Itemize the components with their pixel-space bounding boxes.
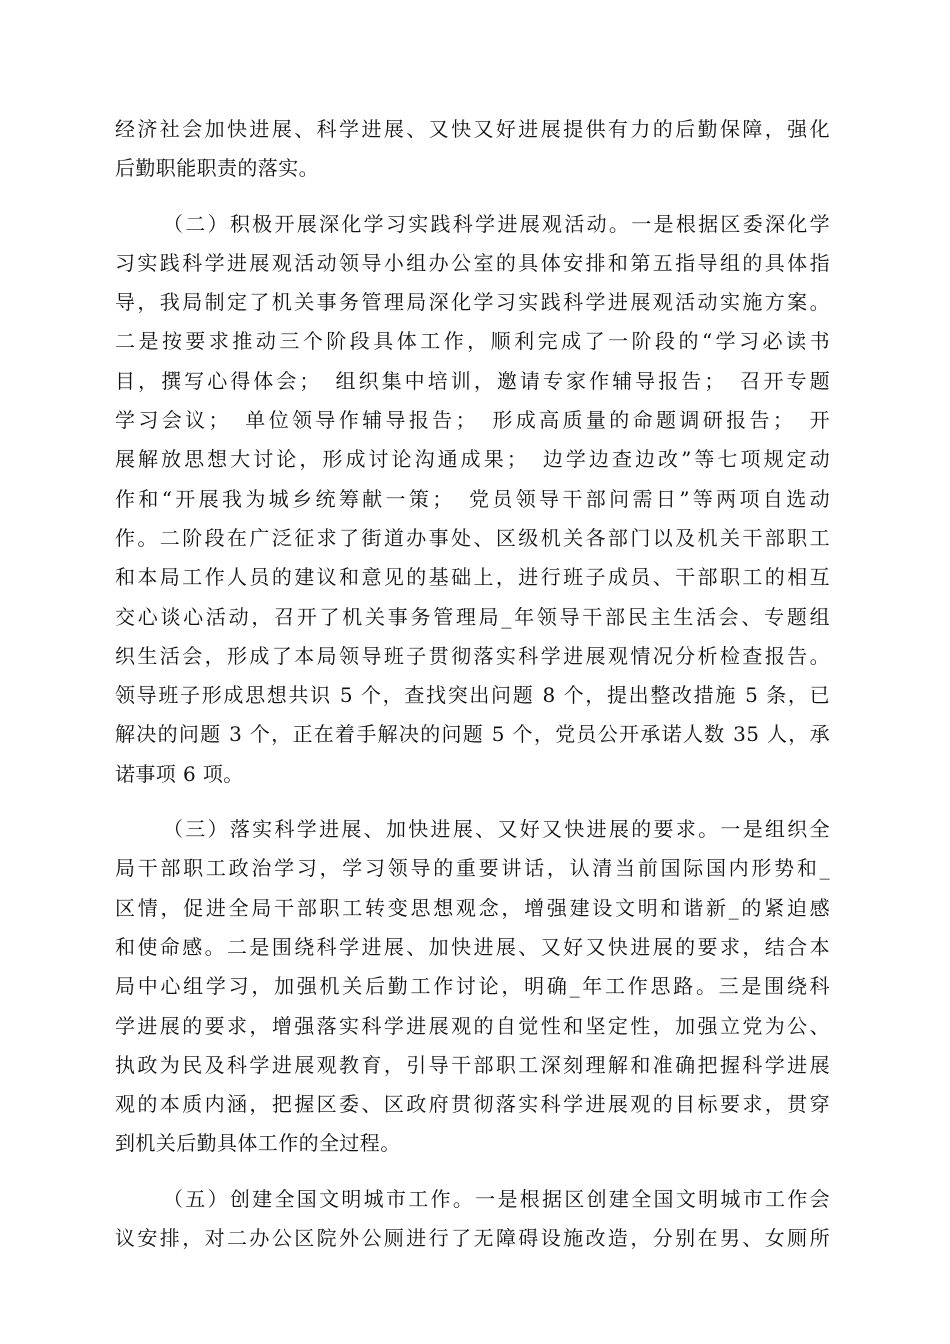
text-line: （三）落实科学进展、加快进展、又好又快进展的要求。一是组织全 [163, 817, 830, 842]
paragraph-2 [115, 205, 830, 794]
paragraph-4 [115, 1180, 830, 1259]
text-line: 局干部职工政治学习，学习领导的重要讲话，认清当前国际国内形势和_ [115, 856, 830, 881]
text-line: 习实践科学进展观活动领导小组办公室的具体安排和第五指导组的具体指 [115, 250, 830, 275]
text-line: 织生活会，形成了本局领导班子贯彻落实科学进展观情况分析检查报告。 [115, 643, 830, 668]
text-line: 议安排，对二办公区院外公厕进行了无障碍设施改造，分别在男、女厕所 [115, 1226, 830, 1251]
text-line: 后勤职能职责的落实。 [115, 156, 319, 181]
text-line: 经济社会加快进展、科学进展、又快又好进展提供有力的后勤保障，强化 [115, 117, 830, 141]
text-line: 学进展的要求，增强落实科学进展观的自觉性和坚定性，加强立党为公、 [115, 1013, 830, 1038]
text-line: 领导班子形成思想共识 5 个，查找突出问题 8 个，提出整改措施 5 条，已 [115, 683, 830, 708]
paragraph-3 [115, 810, 830, 1164]
text-line: 执政为民及科学进展观教育，引导干部职工深刻理解和准确把握科学进展 [115, 1052, 830, 1077]
text-line: 解决的问题 3 个，正在着手解决的问题 5 个，党员公开承诺人数 35 人，承 [115, 722, 830, 747]
text-line: （二）积极开展深化学习实践科学进展观活动。一是根据区委深化学 [163, 211, 830, 236]
text-line: 学习会议； 单位领导作辅导报告； 形成高质量的命题调研报告； 开 [115, 408, 830, 433]
text-line: 和本局工作人员的建议和意见的基础上，进行班子成员、干部职工的相互 [115, 565, 830, 590]
text-line: 展解放思想大讨论，形成讨论沟通成果； 边学边查边改”等七项规定动 [115, 447, 830, 472]
text-line: 作和“开展我为城乡统筹献一策； 党员领导干部问需日”等两项自选动 [115, 486, 830, 511]
text-line: 导，我局制定了机关事务管理局深化学习实践科学进展观活动实施方案。 [115, 290, 830, 315]
text-line: 交心谈心活动，召开了机关事务管理局_年领导干部民主生活会、专题组 [115, 604, 830, 629]
text-line: 目，撰写心得体会； 组织集中培训，邀请专家作辅导报告； 召开专题 [115, 368, 830, 393]
text-line: 局中心组学习，加强机关后勤工作讨论，明确_年工作思路。三是围绕科 [115, 974, 830, 999]
text-line: 作。二阶段在广泛征求了街道办事处、区级机关各部门以及机关干部职工 [115, 525, 830, 550]
text-line: 二是按要求推动三个阶段具体工作，顺利完成了一阶段的“学习必读书 [115, 329, 830, 354]
text-line: 观的本质内涵，把握区委、区政府贯彻落实科学进展观的目标要求，贯穿 [115, 1092, 830, 1117]
text-line: 诺事项 6 项。 [115, 761, 244, 786]
document-body [115, 110, 830, 1258]
text-line: 到机关后勤具体工作的全过程。 [115, 1131, 401, 1156]
text-line: 区情，促进全局干部职工转变思想观念，增强建设文明和谐新_的紧迫感 [115, 895, 830, 920]
text-line: 和使命感。二是围绕科学进展、加快进展、又好又快进展的要求，结合本 [115, 934, 830, 959]
text-line: （五）创建全国文明城市工作。一是根据区创建全国文明城市工作会 [163, 1186, 830, 1211]
paragraph-1 [115, 110, 830, 189]
